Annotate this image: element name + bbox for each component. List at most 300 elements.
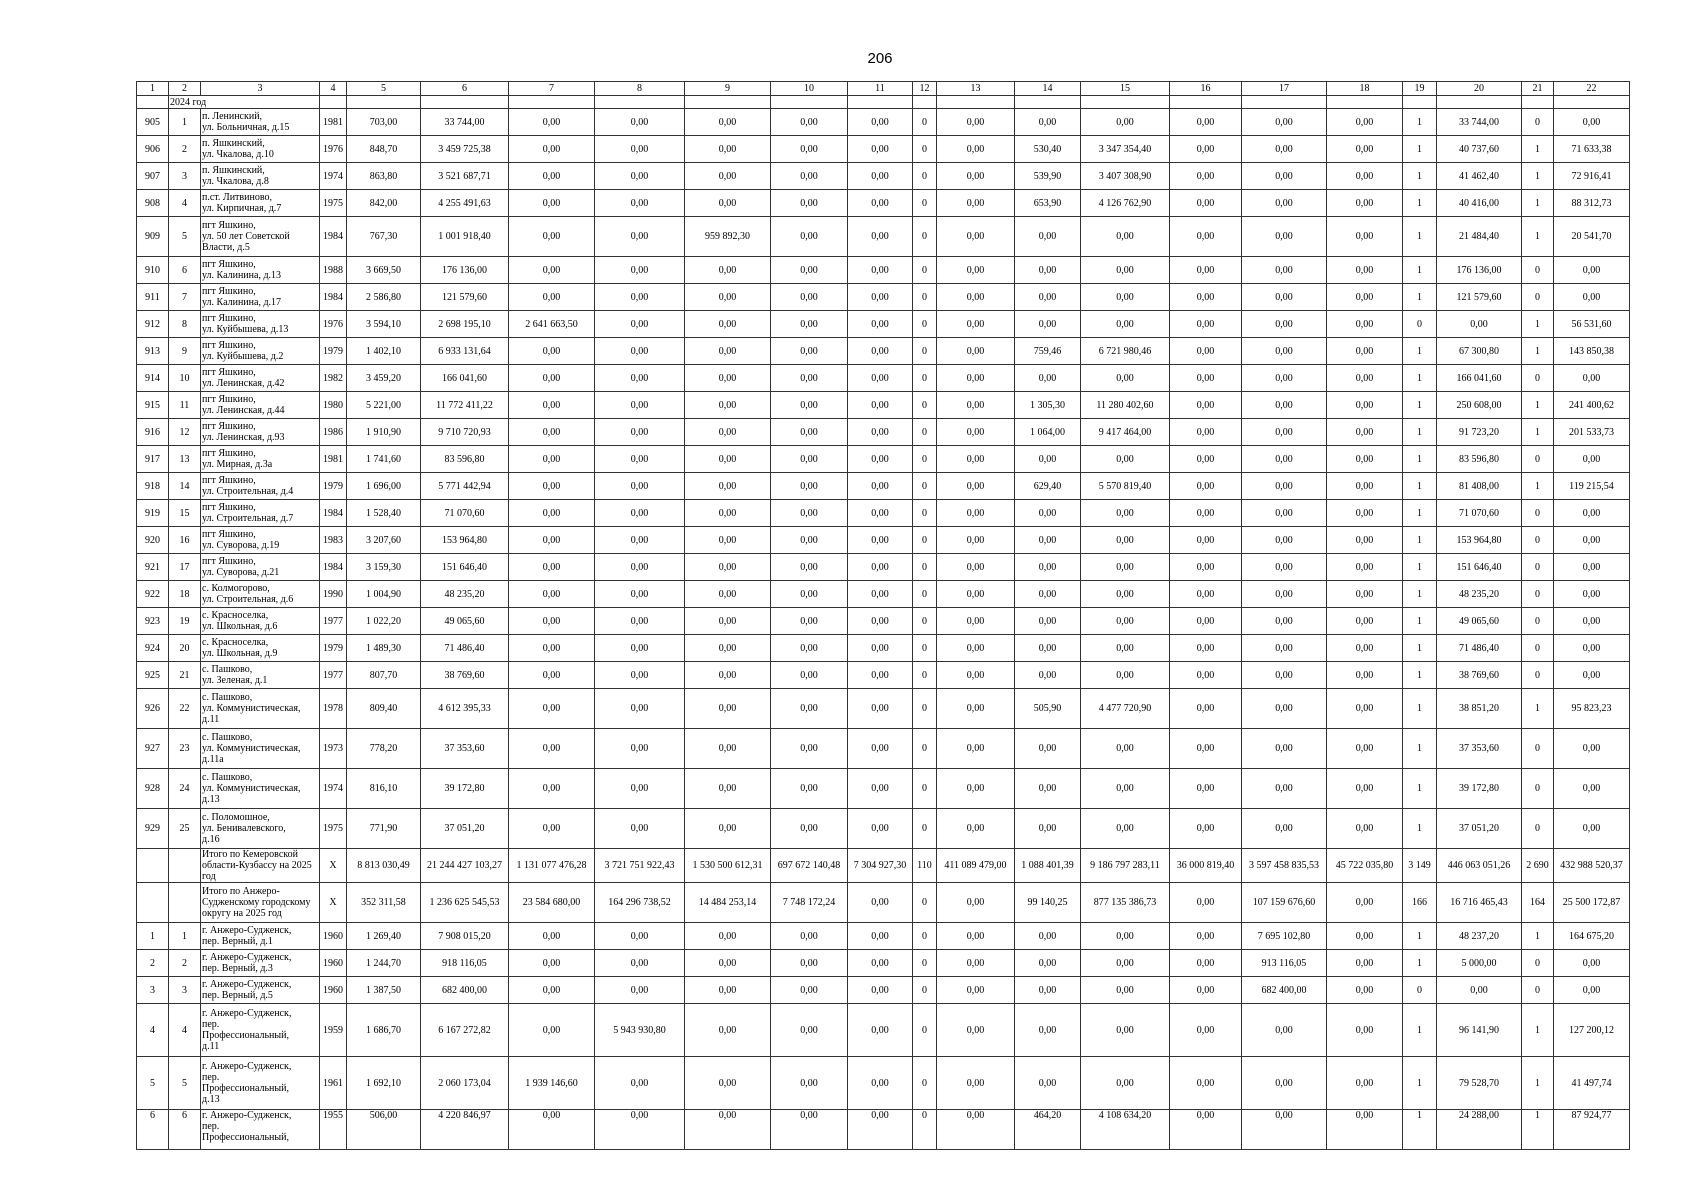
table-row bbox=[137, 923, 1630, 950]
address-cell: пгт Яшкино, ул. Суворова, д.19 bbox=[201, 527, 320, 554]
row-number-cell: 929 bbox=[137, 809, 169, 849]
table-cell: 81 408,00 bbox=[1437, 473, 1522, 500]
table-cell: 0,00 bbox=[509, 729, 595, 769]
table-cell: 4 bbox=[169, 190, 201, 217]
table-cell: 0,00 bbox=[848, 446, 913, 473]
table-cell: 2 698 195,10 bbox=[421, 311, 509, 338]
table-cell: 1 bbox=[1403, 1057, 1437, 1110]
year-built-cell: 1979 bbox=[320, 473, 347, 500]
table-cell: 3 149 bbox=[1403, 849, 1437, 883]
table-cell: 0,00 bbox=[1170, 581, 1242, 608]
table-cell: 0,00 bbox=[771, 554, 848, 581]
address-cell: с. Пашково, ул. Коммунистическая, д.13 bbox=[201, 769, 320, 809]
table-cell: 697 672 140,48 bbox=[771, 849, 848, 883]
address-cell: с. Колмогорово, ул. Строительная, д.6 bbox=[201, 581, 320, 608]
table-cell: 3 594,10 bbox=[347, 311, 421, 338]
table-cell: 3 669,50 bbox=[347, 257, 421, 284]
year-built-cell: 1961 bbox=[320, 1057, 347, 1110]
table-cell: 0,00 bbox=[771, 257, 848, 284]
table-cell: 0,00 bbox=[1081, 1057, 1170, 1110]
table-cell: 0,00 bbox=[771, 311, 848, 338]
table-cell: 0,00 bbox=[1170, 473, 1242, 500]
empty-cell bbox=[137, 883, 169, 923]
table-cell: 4 612 395,33 bbox=[421, 689, 509, 729]
year-built-cell: 1980 bbox=[320, 392, 347, 419]
table-cell: 0,00 bbox=[685, 662, 771, 689]
table-cell: 0,00 bbox=[509, 392, 595, 419]
table-cell: 0,00 bbox=[848, 163, 913, 190]
table-cell: 0,00 bbox=[848, 581, 913, 608]
table-cell: 0,00 bbox=[1327, 419, 1403, 446]
table-cell: 1 bbox=[1522, 473, 1554, 500]
table-cell: 7 695 102,80 bbox=[1242, 923, 1327, 950]
table-cell: 0,00 bbox=[1554, 608, 1630, 635]
table-cell: 0,00 bbox=[685, 473, 771, 500]
table-row bbox=[137, 136, 1630, 163]
year-built-cell: 1983 bbox=[320, 527, 347, 554]
column-number-cell: 8 bbox=[595, 82, 685, 96]
table-cell: 0,00 bbox=[1242, 1057, 1327, 1110]
address-cell: пгт Яшкино, ул. Калинина, д.17 bbox=[201, 284, 320, 311]
column-number-cell: 17 bbox=[1242, 82, 1327, 96]
table-cell: 0,00 bbox=[937, 163, 1015, 190]
table-cell: 0 bbox=[913, 635, 937, 662]
table-cell: 153 964,80 bbox=[421, 527, 509, 554]
table-cell: 0 bbox=[1522, 365, 1554, 392]
address-cell: г. Анжеро-Судженск, пер. Верный, д.1 bbox=[201, 923, 320, 950]
table-cell: 0,00 bbox=[595, 419, 685, 446]
row-number-cell: 3 bbox=[137, 977, 169, 1004]
table-cell: 7 304 927,30 bbox=[848, 849, 913, 883]
table-cell: 0,00 bbox=[1170, 729, 1242, 769]
table-cell: 1 131 077 476,28 bbox=[509, 849, 595, 883]
table-cell: 1 530 500 612,31 bbox=[685, 849, 771, 883]
table-cell: 0,00 bbox=[1081, 311, 1170, 338]
table-cell: 0,00 bbox=[771, 769, 848, 809]
table-row bbox=[137, 883, 1630, 923]
table-cell: 0,00 bbox=[685, 950, 771, 977]
table-row bbox=[137, 392, 1630, 419]
table-row bbox=[137, 1110, 1630, 1150]
table-cell: 1 bbox=[1522, 923, 1554, 950]
empty-cell bbox=[320, 96, 347, 109]
table-cell: 0,00 bbox=[1554, 527, 1630, 554]
table-cell: 0,00 bbox=[937, 109, 1015, 136]
year-built-cell: 1978 bbox=[320, 689, 347, 729]
column-number-cell: 10 bbox=[771, 82, 848, 96]
table-cell: 0,00 bbox=[1170, 635, 1242, 662]
table-cell: 0,00 bbox=[595, 257, 685, 284]
table-cell: 0,00 bbox=[509, 527, 595, 554]
row-number-cell: 914 bbox=[137, 365, 169, 392]
table-cell: 0,00 bbox=[771, 527, 848, 554]
table-cell: 0,00 bbox=[1242, 109, 1327, 136]
table-cell: 863,80 bbox=[347, 163, 421, 190]
table-cell: 0,00 bbox=[848, 392, 913, 419]
row-number-cell: 6 bbox=[137, 1110, 169, 1150]
table-cell: 3 207,60 bbox=[347, 527, 421, 554]
table-cell: 0,00 bbox=[937, 1110, 1015, 1150]
table-cell: 767,30 bbox=[347, 217, 421, 257]
table-cell: 1 bbox=[1403, 662, 1437, 689]
table-cell: 1 bbox=[1403, 338, 1437, 365]
table-cell: 23 bbox=[169, 729, 201, 769]
table-cell: 0,00 bbox=[1554, 662, 1630, 689]
row-number-cell: 4 bbox=[137, 1004, 169, 1057]
table-cell: 0,00 bbox=[595, 446, 685, 473]
table-cell: 0,00 bbox=[937, 769, 1015, 809]
table-cell: 0 bbox=[913, 500, 937, 527]
table-cell: 3 159,30 bbox=[347, 554, 421, 581]
table-cell: 37 353,60 bbox=[1437, 729, 1522, 769]
table-cell: 0 bbox=[1522, 109, 1554, 136]
table-cell: 1 bbox=[1403, 163, 1437, 190]
column-number-cell: 12 bbox=[913, 82, 937, 96]
table-cell: 0,00 bbox=[595, 311, 685, 338]
table-cell: 0,00 bbox=[1170, 338, 1242, 365]
row-number-cell: 909 bbox=[137, 217, 169, 257]
table-cell: 0,00 bbox=[685, 554, 771, 581]
table-cell: 0,00 bbox=[937, 635, 1015, 662]
table-cell: 1 bbox=[1403, 1004, 1437, 1057]
table-cell: 0,00 bbox=[848, 769, 913, 809]
table-cell: 703,00 bbox=[347, 109, 421, 136]
table-cell: 0,00 bbox=[1015, 1057, 1081, 1110]
table-cell: 143 850,38 bbox=[1554, 338, 1630, 365]
table-cell: 2 bbox=[169, 950, 201, 977]
table-cell: 37 051,20 bbox=[1437, 809, 1522, 849]
table-cell: 16 bbox=[169, 527, 201, 554]
table-cell: 241 400,62 bbox=[1554, 392, 1630, 419]
table-cell: 1 bbox=[1522, 311, 1554, 338]
table-cell: 0 bbox=[913, 729, 937, 769]
table-cell: 1 bbox=[1403, 217, 1437, 257]
table-cell: 778,20 bbox=[347, 729, 421, 769]
page-number: 206 bbox=[867, 50, 893, 67]
table-cell: 0,00 bbox=[1327, 809, 1403, 849]
table-cell: 0,00 bbox=[509, 809, 595, 849]
table-cell: 682 400,00 bbox=[421, 977, 509, 1004]
table-cell: 0,00 bbox=[937, 923, 1015, 950]
column-number-cell: 7 bbox=[509, 82, 595, 96]
column-number-cell: 14 bbox=[1015, 82, 1081, 96]
table-cell: 1 696,00 bbox=[347, 473, 421, 500]
row-number-cell: 922 bbox=[137, 581, 169, 608]
table-cell: 2 586,80 bbox=[347, 284, 421, 311]
table-cell: 0,00 bbox=[685, 163, 771, 190]
table-cell: 0,00 bbox=[685, 769, 771, 809]
table-cell: 0,00 bbox=[595, 284, 685, 311]
year-built-cell: 1955 bbox=[320, 1110, 347, 1150]
table-cell: 38 769,60 bbox=[1437, 662, 1522, 689]
table-cell: 1 236 625 545,53 bbox=[421, 883, 509, 923]
table-cell: 0,00 bbox=[848, 419, 913, 446]
table-cell: 0,00 bbox=[509, 635, 595, 662]
table-cell: 0,00 bbox=[1242, 338, 1327, 365]
table-cell: 0,00 bbox=[1170, 284, 1242, 311]
table-cell: 0,00 bbox=[1242, 257, 1327, 284]
table-cell: 4 477 720,90 bbox=[1081, 689, 1170, 729]
empty-cell bbox=[1242, 96, 1327, 109]
table-cell: 151 646,40 bbox=[1437, 554, 1522, 581]
table-cell: 0,00 bbox=[771, 217, 848, 257]
empty-cell bbox=[1437, 96, 1522, 109]
table-cell: 0,00 bbox=[771, 446, 848, 473]
row-number-cell: 905 bbox=[137, 109, 169, 136]
address-cell: с. Красноселка, ул. Школьная, д.9 bbox=[201, 635, 320, 662]
table-cell: 0,00 bbox=[1242, 446, 1327, 473]
table-cell: 56 531,60 bbox=[1554, 311, 1630, 338]
table-cell: 0 bbox=[913, 338, 937, 365]
table-cell: 809,40 bbox=[347, 689, 421, 729]
table-cell: 40 737,60 bbox=[1437, 136, 1522, 163]
table-cell: 0,00 bbox=[1554, 769, 1630, 809]
table-cell: 5 570 819,40 bbox=[1081, 473, 1170, 500]
table-cell: 0,00 bbox=[1327, 109, 1403, 136]
year-label: 2024 год bbox=[169, 96, 320, 109]
table-cell: 49 065,60 bbox=[1437, 608, 1522, 635]
year-built-cell: 1984 bbox=[320, 500, 347, 527]
table-cell: 0,00 bbox=[771, 190, 848, 217]
table-cell: 6 721 980,46 bbox=[1081, 338, 1170, 365]
table-cell: 0,00 bbox=[1170, 977, 1242, 1004]
table-cell: 1 bbox=[1522, 190, 1554, 217]
table-cell: 39 172,80 bbox=[1437, 769, 1522, 809]
table-cell: 848,70 bbox=[347, 136, 421, 163]
table-cell: 21 484,40 bbox=[1437, 217, 1522, 257]
table-cell: 1 bbox=[1403, 446, 1437, 473]
table-cell: 0,00 bbox=[509, 581, 595, 608]
table-cell: 0,00 bbox=[1327, 365, 1403, 392]
table-cell: 0,00 bbox=[771, 1110, 848, 1150]
table-cell: 0 bbox=[1522, 554, 1554, 581]
table-cell: 918 116,05 bbox=[421, 950, 509, 977]
table-cell: 21 bbox=[169, 662, 201, 689]
table-cell: 0,00 bbox=[685, 527, 771, 554]
table-cell: 0,00 bbox=[937, 950, 1015, 977]
table-cell: 176 136,00 bbox=[1437, 257, 1522, 284]
table-cell: 0,00 bbox=[1081, 217, 1170, 257]
table-cell: 0,00 bbox=[1081, 923, 1170, 950]
address-cell: пгт Яшкино, ул. Куйбышева, д.13 bbox=[201, 311, 320, 338]
table-cell: 0,00 bbox=[1554, 977, 1630, 1004]
table-cell: 0,00 bbox=[771, 136, 848, 163]
table-cell: 17 bbox=[169, 554, 201, 581]
table-cell: 0,00 bbox=[1081, 729, 1170, 769]
table-cell: 0,00 bbox=[848, 365, 913, 392]
table-cell: 1 bbox=[1522, 392, 1554, 419]
table-cell: 505,90 bbox=[1015, 689, 1081, 729]
table-cell: 72 916,41 bbox=[1554, 163, 1630, 190]
table-cell: 36 000 819,40 bbox=[1170, 849, 1242, 883]
table-cell: 1 387,50 bbox=[347, 977, 421, 1004]
year-built-cell: 1981 bbox=[320, 446, 347, 473]
table-cell: 151 646,40 bbox=[421, 554, 509, 581]
table-cell: 0,00 bbox=[595, 136, 685, 163]
table-cell: 0,00 bbox=[1170, 500, 1242, 527]
table-cell: 0,00 bbox=[1242, 769, 1327, 809]
table-cell: 0,00 bbox=[509, 190, 595, 217]
table-cell: 0,00 bbox=[848, 662, 913, 689]
table-cell: 0,00 bbox=[685, 500, 771, 527]
table-row bbox=[137, 608, 1630, 635]
empty-cell bbox=[1327, 96, 1403, 109]
table-cell: 1 bbox=[1403, 190, 1437, 217]
table-cell: 0,00 bbox=[771, 923, 848, 950]
table-cell: 0 bbox=[913, 284, 937, 311]
table-cell: 11 772 411,22 bbox=[421, 392, 509, 419]
table-row bbox=[137, 1057, 1630, 1110]
table-cell: 0 bbox=[913, 446, 937, 473]
table-cell: 0 bbox=[913, 923, 937, 950]
table-cell: 0,00 bbox=[771, 473, 848, 500]
table-cell: 1 489,30 bbox=[347, 635, 421, 662]
table-cell: 807,70 bbox=[347, 662, 421, 689]
address-cell: с. Пашково, ул. Коммунистическая, д.11 bbox=[201, 689, 320, 729]
table-cell: 0,00 bbox=[1242, 554, 1327, 581]
table-cell: 21 244 427 103,27 bbox=[421, 849, 509, 883]
table-row bbox=[137, 662, 1630, 689]
table-cell: 0,00 bbox=[848, 689, 913, 729]
address-cell: с. Красноселка, ул. Школьная, д.6 bbox=[201, 608, 320, 635]
table-cell: 0,00 bbox=[509, 257, 595, 284]
table-cell: 0 bbox=[913, 257, 937, 284]
table-cell: 38 851,20 bbox=[1437, 689, 1522, 729]
table-cell: 10 bbox=[169, 365, 201, 392]
table-cell: 0,00 bbox=[937, 662, 1015, 689]
table-cell: 0,00 bbox=[509, 365, 595, 392]
table-cell: 5 bbox=[169, 217, 201, 257]
empty-cell bbox=[137, 849, 169, 883]
table-cell: 0,00 bbox=[509, 284, 595, 311]
table-cell: 0,00 bbox=[1170, 257, 1242, 284]
table-cell: 842,00 bbox=[347, 190, 421, 217]
table-cell: 0 bbox=[913, 1110, 937, 1150]
table-cell: 0,00 bbox=[1081, 769, 1170, 809]
table-cell: 67 300,80 bbox=[1437, 338, 1522, 365]
table-cell: 0,00 bbox=[771, 109, 848, 136]
table-cell: 0,00 bbox=[509, 689, 595, 729]
table-cell: 0,00 bbox=[771, 338, 848, 365]
table-cell: 0,00 bbox=[685, 190, 771, 217]
table-cell: 4 108 634,20 bbox=[1081, 1110, 1170, 1150]
table-cell: 0,00 bbox=[685, 392, 771, 419]
table-cell: 0,00 bbox=[1081, 809, 1170, 849]
table-cell: 41 497,74 bbox=[1554, 1057, 1630, 1110]
table-cell: 0,00 bbox=[1242, 190, 1327, 217]
year-built-cell: 1976 bbox=[320, 311, 347, 338]
year-built-cell: 1984 bbox=[320, 554, 347, 581]
row-number-cell: 916 bbox=[137, 419, 169, 446]
table-row bbox=[137, 190, 1630, 217]
row-number-cell: 915 bbox=[137, 392, 169, 419]
table-cell: 0,00 bbox=[509, 446, 595, 473]
table-cell: 41 462,40 bbox=[1437, 163, 1522, 190]
table-cell: 0,00 bbox=[595, 689, 685, 729]
table-cell: 0,00 bbox=[1170, 163, 1242, 190]
table-row bbox=[137, 809, 1630, 849]
table-cell: 0,00 bbox=[685, 419, 771, 446]
table-cell: 3 597 458 835,53 bbox=[1242, 849, 1327, 883]
table-cell: 771,90 bbox=[347, 809, 421, 849]
table-cell: 11 280 402,60 bbox=[1081, 392, 1170, 419]
table-cell: 0 bbox=[1522, 809, 1554, 849]
register-table-wrapper bbox=[136, 81, 1630, 1150]
table-cell: 0,00 bbox=[685, 608, 771, 635]
table-row bbox=[137, 689, 1630, 729]
table-cell: 446 063 051,26 bbox=[1437, 849, 1522, 883]
table-cell: 464,20 bbox=[1015, 1110, 1081, 1150]
table-cell: 71 486,40 bbox=[421, 635, 509, 662]
table-cell: 0,00 bbox=[685, 1057, 771, 1110]
table-cell: 0 bbox=[1522, 284, 1554, 311]
table-cell: 0,00 bbox=[1554, 365, 1630, 392]
table-cell: 0,00 bbox=[1170, 419, 1242, 446]
table-cell: 0,00 bbox=[1242, 608, 1327, 635]
address-cell: с. Пашково, ул. Коммунистическая, д.11а bbox=[201, 729, 320, 769]
table-cell: 0,00 bbox=[1242, 500, 1327, 527]
table-cell: 0,00 bbox=[1170, 365, 1242, 392]
table-cell: 0,00 bbox=[1170, 950, 1242, 977]
table-cell: 0,00 bbox=[1327, 729, 1403, 769]
column-number-cell: 19 bbox=[1403, 82, 1437, 96]
table-cell: 1 402,10 bbox=[347, 338, 421, 365]
table-cell: 1 bbox=[1403, 581, 1437, 608]
table-cell: 1 bbox=[1403, 1110, 1437, 1150]
row-number-cell: 5 bbox=[137, 1057, 169, 1110]
table-cell: 0,00 bbox=[1081, 608, 1170, 635]
table-cell: 0,00 bbox=[1327, 769, 1403, 809]
table-cell: 0,00 bbox=[937, 729, 1015, 769]
row-number-cell: 908 bbox=[137, 190, 169, 217]
table-cell: 0 bbox=[913, 608, 937, 635]
address-cell: г. Анжеро-Судженск, пер. Верный, д.3 bbox=[201, 950, 320, 977]
table-cell: 4 126 762,90 bbox=[1081, 190, 1170, 217]
column-number-cell: 15 bbox=[1081, 82, 1170, 96]
address-cell: пгт Яшкино, ул. 50 лет Советской Власти, д.5 bbox=[201, 217, 320, 257]
table-cell: 0,00 bbox=[1170, 217, 1242, 257]
address-cell: пгт Яшкино, ул. Ленинская, д.44 bbox=[201, 392, 320, 419]
table-cell: 0,00 bbox=[771, 1004, 848, 1057]
table-cell: 0,00 bbox=[509, 769, 595, 809]
table-cell: 79 528,70 bbox=[1437, 1057, 1522, 1110]
table-cell: 0,00 bbox=[937, 608, 1015, 635]
table-cell: 1 bbox=[1403, 689, 1437, 729]
table-cell: 506,00 bbox=[347, 1110, 421, 1150]
table-row bbox=[137, 1004, 1630, 1057]
table-cell: 0,00 bbox=[1554, 729, 1630, 769]
table-cell: 0,00 bbox=[685, 257, 771, 284]
table-cell: 0,00 bbox=[1081, 527, 1170, 554]
table-cell: 39 172,80 bbox=[421, 769, 509, 809]
table-cell: 0,00 bbox=[1327, 950, 1403, 977]
table-cell: 0,00 bbox=[1170, 769, 1242, 809]
table-cell: 0,00 bbox=[848, 284, 913, 311]
address-cell: пгт Яшкино, ул. Ленинская, д.42 bbox=[201, 365, 320, 392]
table-cell: 0,00 bbox=[685, 446, 771, 473]
year-built-cell: 1959 bbox=[320, 1004, 347, 1057]
table-cell: 166 041,60 bbox=[421, 365, 509, 392]
table-cell: 432 988 520,37 bbox=[1554, 849, 1630, 883]
table-cell: 0,00 bbox=[771, 635, 848, 662]
table-cell: 0,00 bbox=[937, 338, 1015, 365]
table-cell: 2 bbox=[169, 136, 201, 163]
table-cell: 0,00 bbox=[685, 1004, 771, 1057]
table-cell: 91 723,20 bbox=[1437, 419, 1522, 446]
table-cell: 45 722 035,80 bbox=[1327, 849, 1403, 883]
table-cell: 8 bbox=[169, 311, 201, 338]
table-cell: 0,00 bbox=[937, 473, 1015, 500]
